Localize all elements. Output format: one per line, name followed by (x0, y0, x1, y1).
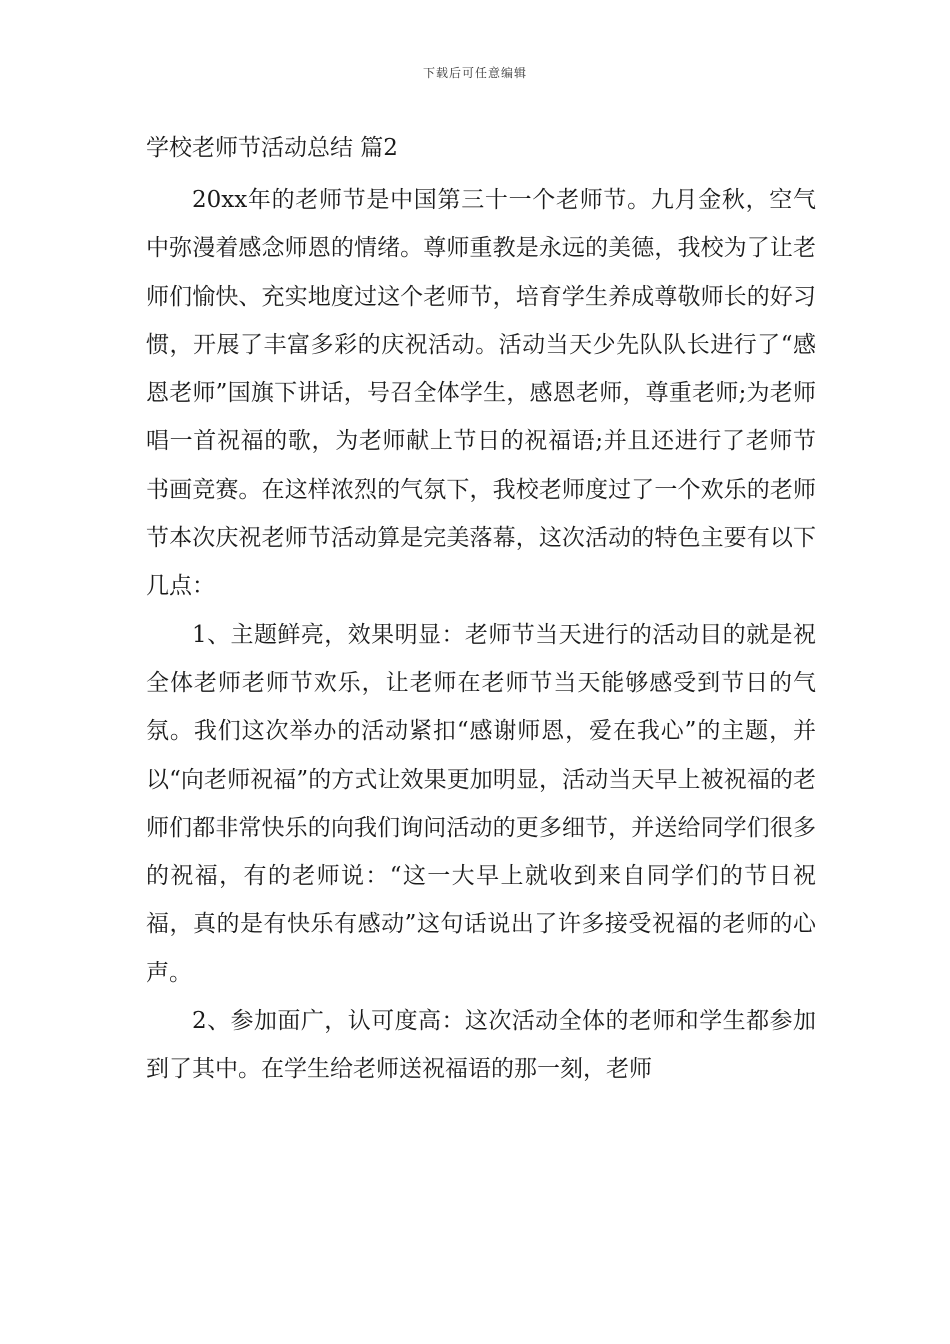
page-header: 下载后可任意编辑 (422, 66, 527, 80)
paragraph-point-1: 1、主题鲜亮，效果明显：老师节当天进行的活动目的就是祝全体老师老师节欢乐，让老师在老师节当天能够感受到节日的气氛。我们这次举办的活动紧扣“感谢师恩，爱在我心”的主题，并以“向老师祝福”的方式让效果更加明显，活动当天早上被祝福的老师们都非常快乐的向我们询问活动的更多细节，并送给同学们很多的祝福，有的老师说：“这一大早上就收到来自同学们的节日祝福，真的是有快乐有感动”这句话说出了许多接受祝福的老师的心声。 (146, 621, 816, 986)
document-body (146, 128, 816, 1094)
document-title: 学校老师节活动总结 篇2 (146, 135, 398, 161)
paragraph-intro: 20xx年的老师节是中国第三十一个老师节。九月金秋，空气中弥漫着感念师恩的情绪。尊师重教是永远的美德，我校为了让老师们愉快、充实地度过这个老师节，培育学生养成尊敬师长的好习惯，开展了丰富多彩的庆祝活动。活动当天少先队队长进行了“感恩老师”国旗下讲话，号召全体学生，感恩老师，尊重老师;为老师唱一首祝福的歌，为老师献上节日的祝福语;并且还进行了老师节书画竞赛。在这样浓烈的气氛下，我校老师度过了一个欢乐的老师节本次庆祝老师节活动算是完美落幕，这次活动的特色主要有以下几点： (146, 187, 816, 600)
paragraph-point-2: 2、参加面广，认可度高：这次活动全体的老师和学生都参加到了其中。在学生给老师送祝福语的那一刻，老师 (146, 1008, 816, 1083)
